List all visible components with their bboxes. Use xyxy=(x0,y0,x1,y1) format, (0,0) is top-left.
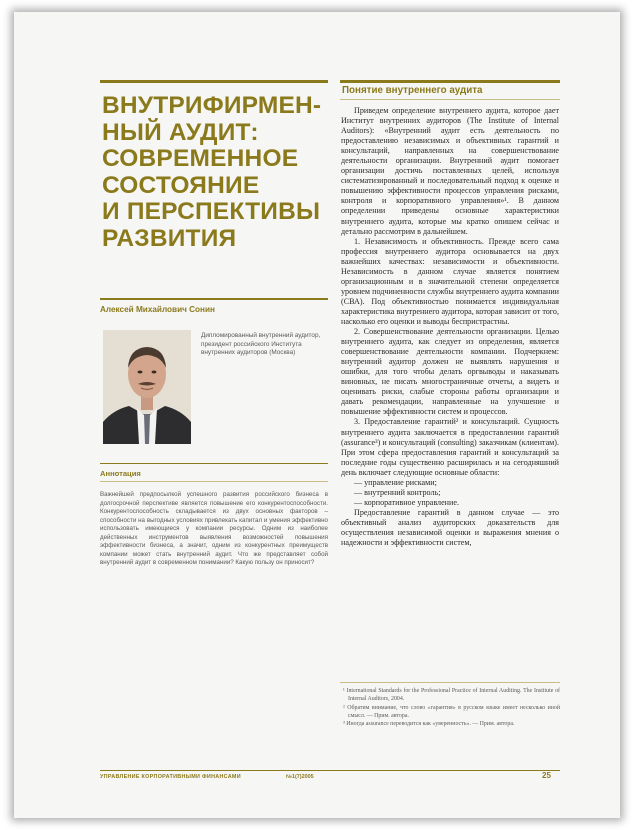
body-paragraph: 3. Предоставление гарантий² и консультаций. Сущность внутреннего аудита заключается в предоставлении гарантий (assurance³) и консультаций (consulting) заказчикам (клиентам). При этом сфера предоставления гарантий и консультаций за последние годы существенно расширилась и на сегодняшний день включает следующие основные области: xyxy=(341,417,559,477)
body-paragraph: Приведем определение внутреннего аудита, которое дает Институт внутренних аудиторов (The Institute of Internal Auditors): «Внутренний аудит есть деятельность по предоставлению независимых и объективных гарантий и консультаций, направленных на совершенствование деятельности организации. Внутренний аудит помогает организации достичь поставленных целей, используя систематизированный и последовательный подход к оценке и повышению эффективности процессов управления рисками, контроля и корпоративного управления»¹. В данном определении приведены основные характеристики внутреннего аудита, которые мы кратко опишем сейчас и детально рассмотрим в дальнейшем. xyxy=(341,106,559,236)
body-paragraph: 1. Независимость и объективность. Прежде всего сама профессия внутреннего аудитора основывается на двух важнейших качествах: независимости и объективности. Независимость в данном случае является понятием организационным и в значительной степени определяется уровнем подчиненности службы внутреннего аудита компании (СВА). Под объективностью понимается индивидуальная характеристика внутреннего аудитора, которая зависит от того, насколько его оценки и выводы беспристрастны. xyxy=(341,236,559,326)
body-paragraph: Предоставление гарантий в данном случае — это объективный анализ аудиторских доказательств для осуществления независимой оценки и выражения мнения о надежности и эффективности систем, xyxy=(341,507,559,548)
footnote: ¹ International Standards for the Professional Practice of Internal Auditing. The Institute of Internal Auditors, 2004. xyxy=(343,688,560,703)
section-rule-2 xyxy=(340,99,560,100)
annotation-rule-2 xyxy=(100,481,328,482)
page-number: 25 xyxy=(542,771,551,780)
portrait-icon xyxy=(103,330,191,444)
annotation-rule xyxy=(100,463,328,464)
section-heading: Понятие внутреннего аудита xyxy=(342,85,483,96)
list-item: — корпоративное управление. xyxy=(354,497,459,507)
title-rule xyxy=(100,80,328,83)
list-item: — управление рисками; xyxy=(354,477,437,487)
section-rule xyxy=(340,80,560,83)
author-photo xyxy=(103,330,191,444)
footer-journal: УПРАВЛЕНИЕ КОРПОРАТИВНЫМИ ФИНАНСАМИ xyxy=(100,774,241,780)
body-paragraph: 2. Совершенствование деятельности организации. Целью внутреннего аудита, как следует из определения, является совершенствование деятельности компании. Подчеркнем: внутренний аудитор должен не выявлять нарушения и ошибки, для того чтобы делать оргвыводы и наказывать виновных, не писать многостраничные отчеты, а видеть и оценивать риски, слабые стороны работы организации и давать рекомендации, направленные на улучшение и повышение эффективности систем и процессов. xyxy=(341,327,559,417)
author-bio: Дипломированный внутренний аудитор, президент российского Института внутренних аудиторов (Москва) xyxy=(201,332,321,356)
magazine-page xyxy=(14,12,620,818)
author-name: Алексей Михайлович Сонин xyxy=(100,305,215,314)
annotation-heading: Аннотация xyxy=(100,469,141,478)
footer-issue: №1(7)2005 xyxy=(286,774,314,780)
footnote: ³ Иногда assurance переводится как «уверенность». — Прим. автора. xyxy=(343,721,515,728)
footer-rule xyxy=(100,770,560,771)
footnote-rule xyxy=(340,682,560,683)
footnote: ² Обратим внимание, что слово «гарантия» в русском языке имеет несколько иной смысл. — Прим. автора. xyxy=(343,704,560,719)
author-rule xyxy=(100,298,328,300)
article-title: ВНУТРИФИРМЕН- НЫЙ АУДИТ: СОВРЕМЕННОЕ СОСТОЯНИЕ И ПЕРСПЕКТИВЫ РАЗВИТИЯ xyxy=(102,92,322,252)
list-item: — внутренний контроль; xyxy=(354,487,441,497)
footnotes xyxy=(341,687,560,728)
article-body xyxy=(341,106,559,548)
annotation-text: Важнейшей предпосылкой успешного развития российского бизнеса в долгосрочной перспективе является повышение его конкурентоспособности. Конкурентоспособность складывается из двух основных факторов – способности на выгодных условиях привлекать капитал и умения эффективно использовать имеющиеся у компании ресурсы. Одним из наиболее действенных инструментов выявления возможностей повышения эффективности бизнеса, а значит, одним из конкурентных преимуществ компании может стать внутренний аудит. Что же представляет собой внутренний аудит в современном понимании? Какую пользу он приносит? xyxy=(100,491,328,566)
